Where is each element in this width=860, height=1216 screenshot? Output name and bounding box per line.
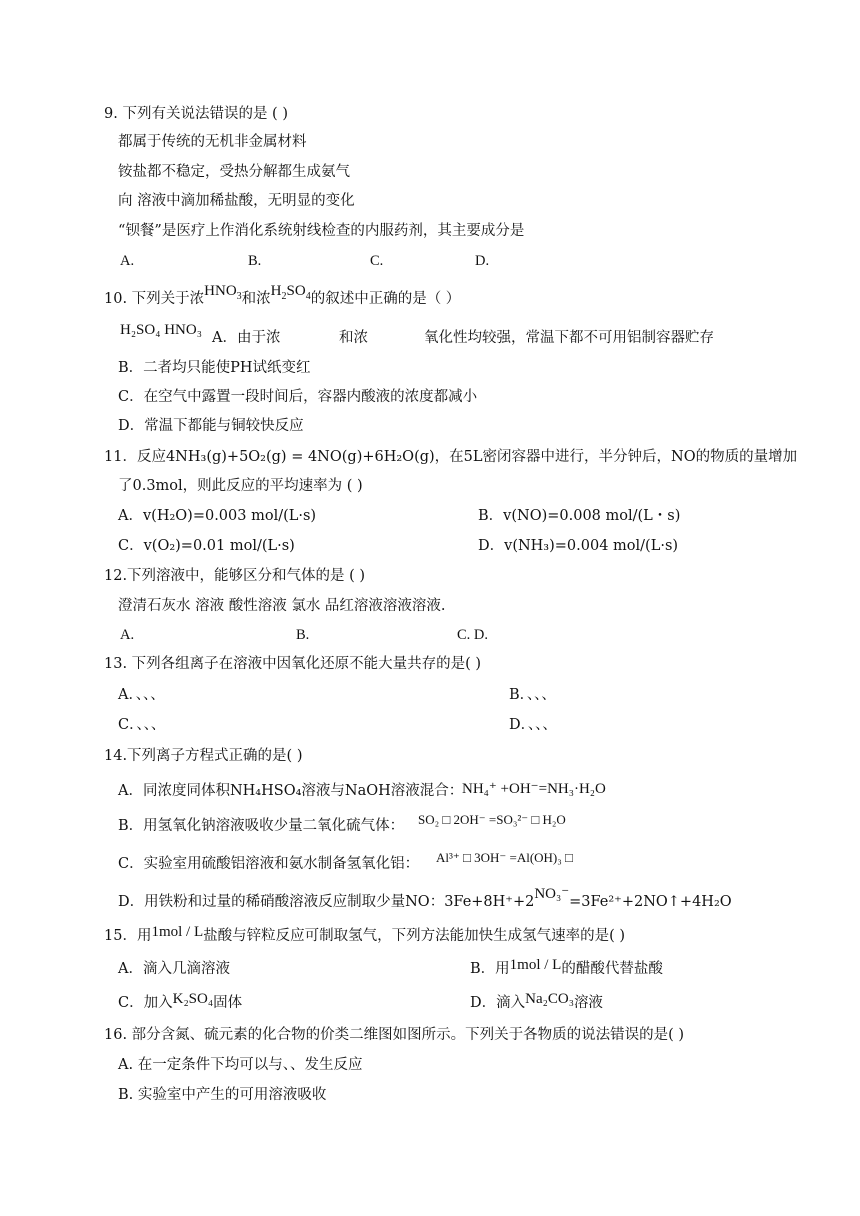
q15-k2so4-formula: K₂SO₄ <box>172 991 214 1007</box>
q12-stem: 12.下列溶液中，能够区分和气体的是 ( ) <box>104 568 366 584</box>
q10-floating-formula: H₂SO₄ HNO₃ <box>120 322 202 338</box>
q10-stem-suffix: 的叙述中正确的是（ ） <box>310 291 461 307</box>
q12-reagent-list: 澄清石灰水 溶液 酸性溶液 氯水 品红溶液溶液溶液. <box>118 598 446 614</box>
q15-stem-prefix: 15．用 <box>104 928 152 944</box>
q10-option-a-end: 氧化性均较强，常温下都不可用铝制容器贮存 <box>424 330 714 346</box>
q15-option-a[interactable]: A．滴入几滴溶液 <box>118 961 230 977</box>
q15-option-b-prefix: B．用 <box>470 961 510 977</box>
q11-option-d[interactable]: D．v(NH₃)=0.004 mol/(L·s) <box>478 538 679 554</box>
q16-stem: 16. 部分含氮、硫元素的化合物的价类二维图如图所示。下列关于各物质的说法错误的是( ) <box>104 1027 685 1043</box>
q13-option-b[interactable]: B．、、、 <box>509 687 556 703</box>
q10-stem <box>104 283 461 315</box>
q12-option-b[interactable]: B. <box>296 627 310 643</box>
q10-option-a-prefix: A．由于浓 <box>212 330 281 346</box>
q11-stem-line-2: 了0.3mol，则此反应的平均速率为 ( ) <box>118 478 363 494</box>
q14-option-a[interactable]: A．同浓度同体积NH₄HSO₄溶液与NaOH溶液混合： <box>118 783 464 799</box>
q10-option-d[interactable]: D．常温下都能与铜较快反应 <box>118 418 304 434</box>
q10-stem-mid: 和浓 <box>241 291 271 307</box>
q12-option-cd[interactable]: C. D. <box>457 627 489 643</box>
q15-option-d[interactable] <box>470 993 603 1013</box>
q14-option-d-text: D．用铁粉和过量的稀硝酸溶液反应制取少量NO：3Fe+8H⁺+2 <box>118 894 535 910</box>
q15-stem <box>104 926 625 946</box>
q15-option-c-suffix: 固体 <box>213 995 243 1011</box>
q14-stem: 14.下列离子方程式正确的是( ) <box>104 748 303 764</box>
q9-statement-4: “钡餐”是医疗上作消化系统射线检查的内服药剂，其主要成分是 <box>118 223 525 239</box>
q9-option-c[interactable]: C. <box>370 253 384 269</box>
q15-option-c[interactable] <box>118 993 242 1013</box>
q14-option-b[interactable]: B．用氢氧化钠溶液吸收少量二氧化硫气体： <box>118 818 405 834</box>
q10-option-a-mid: 和浓 <box>339 330 368 346</box>
q9-option-d[interactable]: D. <box>475 253 490 269</box>
q10-hno3-formula: $HNO_3$ <box>204 283 242 302</box>
q11-option-c[interactable]: C．v(O₂)=0.01 mol/(L·s) <box>118 538 295 554</box>
q9-stem: 9. 下列有关说法错误的是 ( ) <box>104 106 288 122</box>
q13-option-c[interactable]: C．、、、 <box>118 717 166 733</box>
q15-option-b-concentration: 1mol / L <box>509 957 562 973</box>
q14-option-d[interactable] <box>118 886 732 912</box>
q13-option-d[interactable]: D．、、、 <box>509 717 557 733</box>
q14-option-a-equation: NH₄⁺ +OH⁻=NH₃·H₂O <box>462 781 606 797</box>
q15-concentration: 1mol / L <box>151 924 204 940</box>
q11-option-a[interactable]: A．v(H₂O)=0.003 mol/(L·s) <box>118 508 317 524</box>
q16-option-a[interactable]: A. 在一定条件下均可以与、、发生反应 <box>118 1057 363 1073</box>
q15-option-b[interactable] <box>470 959 663 979</box>
q15-option-d-suffix: 溶液 <box>573 995 603 1011</box>
q9-statement-3: 向 溶液中滴加稀盐酸，无明显的变化 <box>118 193 355 209</box>
q10-option-c[interactable]: C．在空气中露置一段时间后，容器内酸液的浓度都减小 <box>118 389 478 405</box>
q10-option-b[interactable]: B．二者均只能使PH试纸变红 <box>118 360 311 376</box>
q10-option-a[interactable] <box>212 328 280 348</box>
q13-stem: 13. 下列各组离子在溶液中因氧化还原不能大量共存的是( ) <box>104 656 482 672</box>
q14-option-b-equation: SO₂ □ 2OH⁻ =SO₃²⁻ □ H₂O <box>418 812 566 827</box>
q13-option-a[interactable]: A．、、、 <box>118 687 165 703</box>
q11-option-b[interactable]: B．v(NO)=0.008 mol/(L・s) <box>478 508 681 524</box>
q15-na2co3-formula: Na₂CO₃ <box>525 991 574 1007</box>
q10-stem-prefix: 10. 下列关于浓 <box>104 291 205 307</box>
q10-h2so4-formula: $H_2SO_4$ <box>270 283 311 302</box>
q9-statement-1: 都属于传统的无机非金属材料 <box>118 134 307 150</box>
q16-option-b[interactable]: B. 实验室中产生的可用溶液吸收 <box>118 1087 327 1103</box>
q15-option-c-prefix: C．加入 <box>118 995 173 1011</box>
q14-option-c-equation: Al³⁺ □ 3OH⁻ =Al(OH)₃ □ <box>436 850 573 865</box>
q14-nitrate-ion: NO₃⁻ <box>534 886 570 902</box>
q11-stem-line-1: 11．反应4NH₃(g)+5O₂(g) = 4NO(g)+6H₂O(g)，在5L密闭容器中进行，半分钟后，NO的物质的量增加 <box>104 449 798 465</box>
q9-statement-2: 铵盐都不稳定，受热分解都生成氨气 <box>118 164 350 180</box>
q15-option-d-prefix: D．滴入 <box>470 995 526 1011</box>
q12-option-a[interactable]: A. <box>120 627 135 643</box>
q14-option-c[interactable]: C．实验室用硫酸铝溶液和氨水制备氢氧化铝： <box>118 856 420 872</box>
q15-stem-suffix: 盐酸与锌粒反应可制取氢气，下列方法能加快生成氢气速率的是( ) <box>203 928 626 944</box>
q15-option-b-suffix: 的醋酸代替盐酸 <box>561 961 663 977</box>
q14-option-d-end: =3Fe²⁺+2NO↑+4H₂O <box>569 894 732 910</box>
q9-option-a[interactable]: A. <box>120 253 135 269</box>
q9-option-b[interactable]: B. <box>248 253 262 269</box>
